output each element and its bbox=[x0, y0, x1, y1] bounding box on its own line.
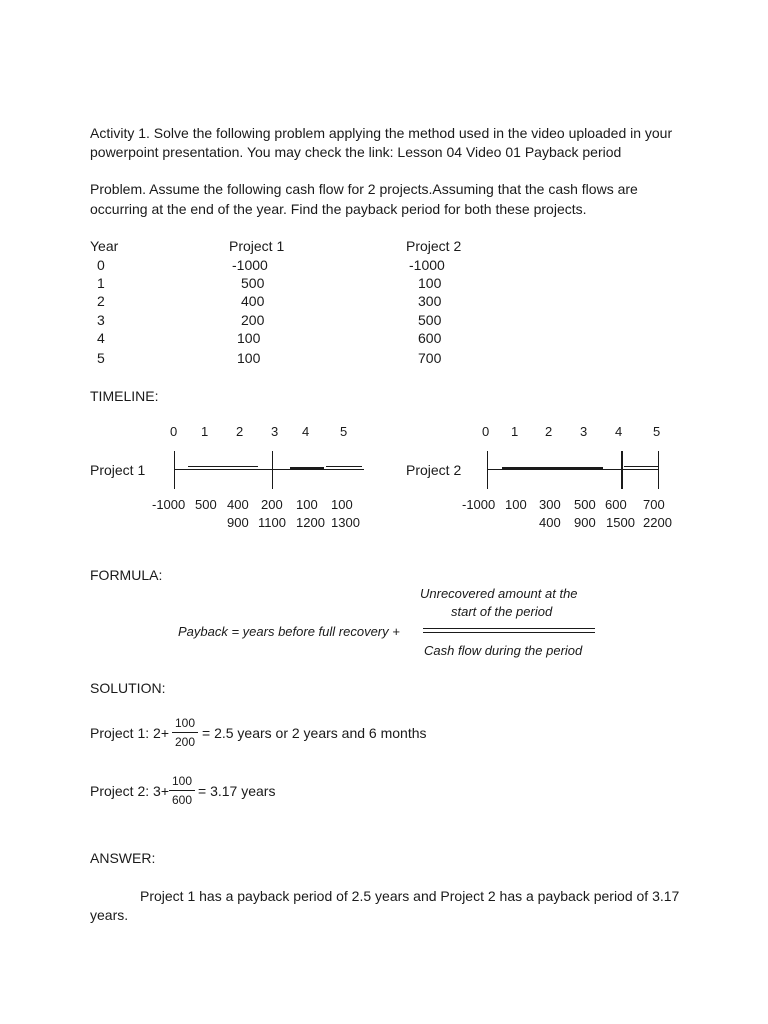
timeline-cumulative-label: 1300 bbox=[331, 515, 360, 530]
timeline-segment bbox=[188, 466, 258, 467]
solution-project-1-prefix: Project 1: 2+ bbox=[90, 725, 169, 741]
timeline-flow-label: 600 bbox=[605, 497, 627, 512]
timeline-tick-payback bbox=[272, 451, 273, 489]
table-cell-project-2: 500 bbox=[418, 312, 442, 328]
timeline-year-label: 1 bbox=[511, 424, 519, 439]
timeline-flow-label: 500 bbox=[195, 497, 217, 512]
table-header-project-1: Project 1 bbox=[229, 238, 285, 254]
timeline-tick-payback bbox=[621, 451, 623, 489]
timeline-year-label: 5 bbox=[340, 424, 348, 439]
answer-line-2: years. bbox=[90, 907, 129, 923]
timeline-flow-label: 300 bbox=[539, 497, 561, 512]
formula-lhs: Payback = years before full recovery + bbox=[178, 624, 400, 639]
table-cell-project-1: 200 bbox=[241, 312, 265, 328]
table-header-year: Year bbox=[90, 238, 119, 254]
solution-project-2-numerator: 100 bbox=[171, 774, 193, 788]
timeline-year-label: 2 bbox=[236, 424, 244, 439]
timeline-year-label: 0 bbox=[482, 424, 490, 439]
formula-numerator-line-1: Unrecovered amount at the bbox=[420, 586, 578, 601]
solution-project-2-result: = 3.17 years bbox=[198, 783, 276, 799]
activity-intro-line-2: powerpoint presentation. You may check the link: Lesson 04 Video 01 Payback period bbox=[90, 144, 622, 160]
table-cell-project-1: 500 bbox=[241, 275, 265, 291]
solution-project-1-numerator: 100 bbox=[174, 716, 196, 730]
timeline-tick-end bbox=[658, 451, 659, 489]
table-cell-project-2: 700 bbox=[418, 350, 442, 366]
timeline-flow-label: 500 bbox=[574, 497, 596, 512]
timeline-cumulative-label: 400 bbox=[539, 515, 561, 530]
timeline-year-label: 3 bbox=[580, 424, 588, 439]
timeline-segment bbox=[502, 467, 603, 469]
table-cell-project-1: 400 bbox=[241, 293, 265, 309]
timeline-year-label: 2 bbox=[545, 424, 553, 439]
table-cell-year: 5 bbox=[97, 350, 105, 366]
activity-intro-line-1: Activity 1. Solve the following problem applying the method used in the video uploaded in your bbox=[90, 125, 673, 141]
solution-project-2-prefix: Project 2: 3+ bbox=[90, 783, 169, 799]
table-cell-project-1: -1000 bbox=[232, 257, 268, 273]
table-cell-project-1: 100 bbox=[237, 330, 261, 346]
timeline-segment bbox=[290, 467, 324, 470]
timeline-cumulative-label: 900 bbox=[227, 515, 249, 530]
problem-line-1: Problem. Assume the following cash flow for 2 projects.Assuming that the cash flows are bbox=[90, 181, 638, 197]
table-cell-year: 4 bbox=[97, 330, 105, 346]
table-cell-year: 0 bbox=[97, 257, 105, 273]
timeline-year-label: 0 bbox=[170, 424, 178, 439]
timeline-year-label: 3 bbox=[271, 424, 279, 439]
timeline-year-label: 4 bbox=[615, 424, 623, 439]
solution-project-1-denominator: 200 bbox=[174, 735, 196, 749]
timeline-cumulative-label: 900 bbox=[574, 515, 596, 530]
formula-heading: FORMULA: bbox=[90, 567, 163, 583]
table-header-project-2: Project 2 bbox=[406, 238, 462, 254]
formula-fraction-bar bbox=[423, 628, 595, 629]
timeline-year-label: 5 bbox=[653, 424, 661, 439]
table-cell-year: 1 bbox=[97, 275, 105, 291]
formula-denominator: Cash flow during the period bbox=[424, 643, 583, 658]
solution-heading: SOLUTION: bbox=[90, 680, 166, 696]
table-cell-project-1: 100 bbox=[237, 350, 261, 366]
timeline-flow-label: 100 bbox=[505, 497, 527, 512]
timeline-tick-start bbox=[487, 451, 488, 489]
timeline-project-label: Project 1 bbox=[90, 462, 146, 478]
timeline-flow-label: -1000 bbox=[462, 497, 496, 512]
answer-heading: ANSWER: bbox=[90, 850, 156, 866]
table-cell-project-2: 100 bbox=[418, 275, 442, 291]
table-cell-year: 2 bbox=[97, 293, 105, 309]
formula-fraction-bar bbox=[423, 632, 595, 633]
timeline-tick-start bbox=[174, 451, 175, 489]
timeline-flow-label: 400 bbox=[227, 497, 249, 512]
problem-line-2: occurring at the end of the year. Find the payback period for both these projects. bbox=[90, 201, 587, 217]
solution-project-2-fraction-bar bbox=[169, 790, 195, 791]
solution-project-2-denominator: 600 bbox=[171, 793, 193, 807]
table-cell-project-2: 300 bbox=[418, 293, 442, 309]
timeline-flow-label: 100 bbox=[296, 497, 318, 512]
timeline-axis-line bbox=[174, 469, 364, 470]
timeline-cumulative-label: 1500 bbox=[606, 515, 635, 530]
table-cell-year: 3 bbox=[97, 312, 105, 328]
timeline-segment bbox=[326, 466, 362, 467]
timeline-flow-label: -1000 bbox=[152, 497, 186, 512]
timeline-flow-label: 200 bbox=[261, 497, 283, 512]
table-cell-project-2: 600 bbox=[418, 330, 442, 346]
timeline-project-label: Project 2 bbox=[406, 462, 462, 478]
timeline-year-label: 4 bbox=[302, 424, 310, 439]
formula-numerator-line-2: start of the period bbox=[451, 604, 553, 619]
timeline-flow-label: 700 bbox=[643, 497, 665, 512]
timeline-cumulative-label: 1100 bbox=[258, 515, 286, 530]
timeline-segment bbox=[624, 466, 658, 467]
solution-project-1-result: = 2.5 years or 2 years and 6 months bbox=[202, 725, 427, 741]
table-cell-project-2: -1000 bbox=[409, 257, 445, 273]
timeline-cumulative-label: 1200 bbox=[296, 515, 325, 530]
timeline-flow-label: 100 bbox=[331, 497, 353, 512]
timeline-heading: TIMELINE: bbox=[90, 388, 159, 404]
timeline-year-label: 1 bbox=[201, 424, 209, 439]
timeline-cumulative-label: 2200 bbox=[643, 515, 672, 530]
timeline-axis-line bbox=[487, 469, 659, 470]
solution-project-1-fraction-bar bbox=[172, 732, 198, 733]
answer-line-1: Project 1 has a payback period of 2.5 years and Project 2 has a payback period of 3.17 bbox=[140, 888, 680, 904]
